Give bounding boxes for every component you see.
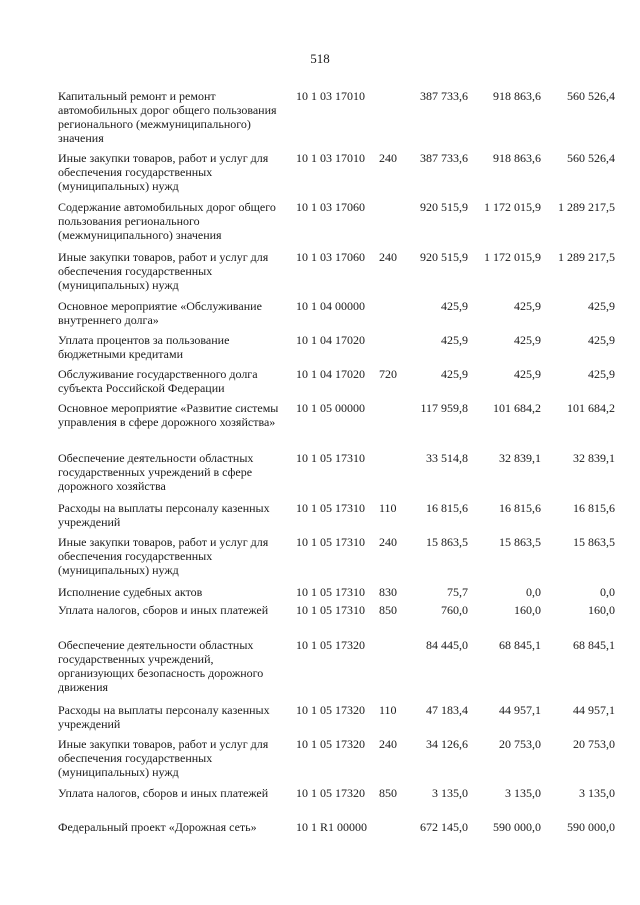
row-value-3: 16 815,6 [573,501,615,515]
row-name: Уплата налогов, сборов и иных платежей [58,786,269,800]
row-value-2: 918 863,6 [493,89,541,103]
row-name: Иные закупки товаров, работ и услуг для обеспечения государственных (муниципальных) нужд [58,535,269,577]
row-name: Уплата налогов, сборов и иных платежей [58,603,269,617]
row-value-1: 75,7 [447,585,468,599]
row-type: 240 [379,151,397,165]
row-value-3: 3 135,0 [579,786,615,800]
page-number: 518 [310,51,330,66]
row-value-1: 117 959,8 [420,401,468,415]
row-name: Иные закупки товаров, работ и услуг для обеспечения государственных (муниципальных) нужд [58,737,269,779]
row-name: Расходы на выплаты персоналу казенных учреждений [58,703,270,731]
row-value-1: 3 135,0 [432,786,468,800]
row-code: 10 1 05 17310 [296,603,365,617]
row-type: 240 [379,250,397,264]
row-name: Капитальный ремонт и ремонт автомобильных дорог общего пользования регионального (межмуниципального) значения [58,89,277,145]
row-value-3: 0,0 [600,585,615,599]
row-type: 850 [379,603,397,617]
row-value-1: 760,0 [441,603,468,617]
row-value-1: 47 183,4 [426,703,468,717]
row-value-1: 425,9 [441,299,468,313]
row-value-3: 425,9 [588,367,615,381]
row-value-2: 1 172 015,9 [484,250,541,264]
row-value-1: 920 515,9 [420,250,468,264]
row-code: 10 1 05 17320 [296,638,365,652]
row-name: Основное мероприятие «Развитие системы управления в сфере дорожного хозяйства» [58,401,279,429]
row-value-3: 68 845,1 [573,638,615,652]
row-type: 830 [379,585,397,599]
row-value-2: 1 172 015,9 [484,200,541,214]
row-code: 10 1 04 00000 [296,299,365,313]
row-value-3: 101 684,2 [567,401,615,415]
row-value-2: 590 000,0 [493,820,541,834]
row-name: Содержание автомобильных дорог общего пользования регионального (межмуниципального) значения [58,200,276,242]
row-value-1: 425,9 [441,333,468,347]
row-value-1: 34 126,6 [426,737,468,751]
row-code: 10 1 05 17310 [296,501,365,515]
row-value-3: 20 753,0 [573,737,615,751]
row-value-2: 101 684,2 [493,401,541,415]
row-code: 10 1 05 17320 [296,737,365,751]
row-code: 10 1 04 17020 [296,367,365,381]
row-code: 10 1 05 17320 [296,786,365,800]
row-value-1: 15 863,5 [426,535,468,549]
row-name: Основное мероприятие «Обслуживание внутреннего долга» [58,299,262,327]
row-name: Расходы на выплаты персоналу казенных учреждений [58,501,270,529]
row-value-3: 1 289 217,5 [558,250,615,264]
row-code: 10 1 05 17310 [296,451,365,465]
row-value-3: 160,0 [588,603,615,617]
row-code: 10 1 05 17310 [296,585,365,599]
row-value-3: 560 526,4 [567,89,615,103]
row-value-1: 387 733,6 [420,151,468,165]
row-value-1: 672 145,0 [420,820,468,834]
row-value-2: 425,9 [514,333,541,347]
row-type: 720 [379,367,397,381]
row-value-1: 16 815,6 [426,501,468,515]
row-code: 10 1 05 00000 [296,401,365,415]
row-code: 10 1 03 17010 [296,151,365,165]
row-name: Федеральный проект «Дорожная сеть» [58,820,257,834]
row-value-3: 425,9 [588,333,615,347]
row-value-2: 15 863,5 [499,535,541,549]
row-value-3: 590 000,0 [567,820,615,834]
row-value-1: 387 733,6 [420,89,468,103]
row-type: 850 [379,786,397,800]
row-value-2: 44 957,1 [499,703,541,717]
row-name: Обеспечение деятельности областных государственных учреждений в сфере дорожного хозяйства [58,451,254,493]
row-code: 10 1 03 17060 [296,200,365,214]
row-value-2: 20 753,0 [499,737,541,751]
row-name: Иные закупки товаров, работ и услуг для обеспечения государственных (муниципальных) нужд [58,250,269,292]
row-value-3: 560 526,4 [567,151,615,165]
row-value-1: 33 514,8 [426,451,468,465]
row-code: 10 1 05 17320 [296,703,365,717]
row-value-3: 44 957,1 [573,703,615,717]
row-value-3: 15 863,5 [573,535,615,549]
row-value-2: 3 135,0 [505,786,541,800]
row-value-2: 918 863,6 [493,151,541,165]
row-code: 10 1 03 17010 [296,89,365,103]
row-name: Исполнение судебных актов [58,585,203,599]
row-value-2: 160,0 [514,603,541,617]
row-type: 110 [379,501,397,515]
row-value-2: 32 839,1 [499,451,541,465]
row-code: 10 1 05 17310 [296,535,365,549]
row-value-1: 84 445,0 [426,638,468,652]
row-value-3: 1 289 217,5 [558,200,615,214]
row-name: Обслуживание государственного долга субъекта Российской Федерации [58,367,258,395]
row-value-2: 425,9 [514,367,541,381]
row-type: 240 [379,737,397,751]
row-name: Обеспечение деятельности областных государственных учреждений, организующих безопасность дорожного движения [58,638,264,694]
row-value-3: 425,9 [588,299,615,313]
row-name: Уплата процентов за пользование бюджетными кредитами [58,333,230,361]
row-value-2: 0,0 [526,585,541,599]
row-type: 110 [379,703,397,717]
row-value-2: 16 815,6 [499,501,541,515]
row-type: 240 [379,535,397,549]
row-code: 10 1 04 17020 [296,333,365,347]
row-value-2: 68 845,1 [499,638,541,652]
row-code: 10 1 R1 00000 [296,820,368,834]
row-name: Иные закупки товаров, работ и услуг для обеспечения государственных (муниципальных) нужд [58,151,269,193]
row-value-2: 425,9 [514,299,541,313]
row-value-1: 920 515,9 [420,200,468,214]
row-value-1: 425,9 [441,367,468,381]
row-code: 10 1 03 17060 [296,250,365,264]
row-value-3: 32 839,1 [573,451,615,465]
